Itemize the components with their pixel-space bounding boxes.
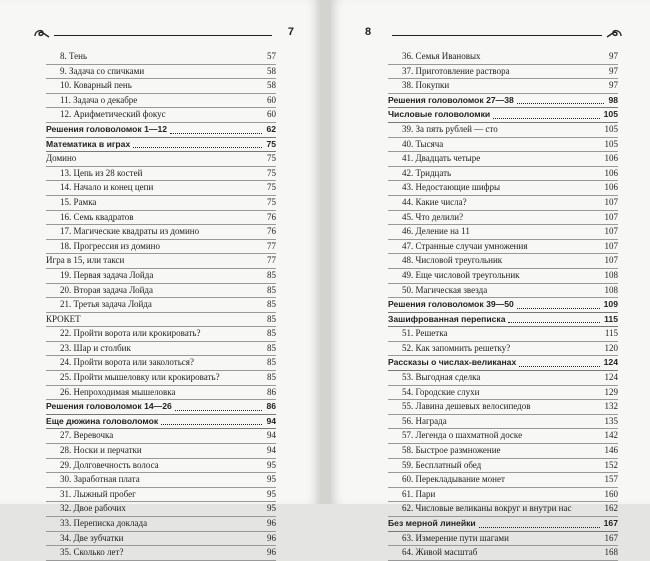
toc-entry-page: 95 — [267, 503, 276, 514]
toc-entry-title: 36. Семья Ивановых — [402, 51, 481, 61]
toc-entry-page: 96 — [267, 518, 276, 528]
toc-entry-page: 106 — [604, 153, 618, 164]
toc-entry-page: 157 — [604, 474, 618, 485]
curl-ornament-icon — [34, 27, 50, 39]
toc-entry-page: 94 — [267, 445, 276, 456]
toc-entry-title: 26. Непроходимая мышеловка — [60, 386, 176, 397]
toc-leader — [519, 366, 599, 367]
toc-entry — [388, 327, 618, 342]
toc-entry-page: 85 — [267, 313, 276, 324]
toc-entry-page: 85 — [267, 328, 276, 339]
toc-entry-page: 96 — [267, 547, 276, 558]
toc-entry-title: 45. Что делили? — [402, 211, 464, 222]
toc-entry-page: 77 — [267, 255, 276, 266]
toc-entry-page: 162 — [604, 503, 618, 514]
toc-entry-title: 10. Коварный пень — [60, 80, 132, 91]
toc-section-heading — [388, 517, 618, 532]
toc-entry-title: Числовые головоломки — [388, 109, 491, 120]
toc-entry — [46, 342, 276, 357]
toc-entry — [46, 517, 276, 532]
toc-entry-page: 95 — [267, 488, 276, 499]
toc-entry-title: Решения головоломок 39—50 — [388, 299, 514, 310]
toc-entry-page: 124 — [603, 357, 618, 368]
toc-entry — [388, 181, 618, 196]
toc-entry — [46, 240, 276, 255]
toc-entry-title: 19. Первая задача Лойда — [60, 269, 154, 280]
toc-entry-title: Еще дюжина головоломок — [46, 415, 159, 426]
toc-entry — [388, 459, 618, 474]
toc-leader — [170, 133, 262, 134]
toc-entry-title: 51. Решетка — [402, 328, 448, 339]
toc-entry — [388, 240, 618, 255]
toc-entry — [46, 313, 276, 328]
toc-entry-title: 18. Прогрессия из домино — [60, 240, 160, 251]
toc-entry-title: Домино — [46, 153, 77, 164]
toc-entry — [46, 502, 276, 517]
toc-entry — [388, 429, 618, 444]
toc-entry — [388, 123, 618, 138]
toc-entry-page: 76 — [267, 211, 276, 222]
toc-entry-page: 94 — [266, 415, 276, 426]
toc-entry-page: 86 — [267, 386, 276, 397]
toc-entry-page: 152 — [604, 459, 618, 470]
toc-entry-title: 59. Бесплатный обед — [402, 459, 482, 470]
toc-entry-title: 25. Пройти мышеловку или крокировать? — [60, 372, 220, 383]
toc-entry-title: 28. Носки и перчатки — [60, 445, 142, 456]
toc-entry-title: 42. Тридцать — [402, 167, 452, 178]
toc-entry-title: 39. За пять рублей — сто — [402, 123, 498, 134]
toc-leader — [479, 527, 600, 528]
toc-entry-title: 58. Быстрое размножение — [402, 445, 501, 456]
toc-entry-title: 32. Двое рабочих — [60, 503, 126, 514]
toc-entry-title: 47. Странные случаи умножения — [402, 240, 528, 251]
toc-entry — [388, 196, 618, 211]
toc-entry — [388, 546, 618, 561]
toc-entry-title: 46. Деление на 11 — [402, 226, 470, 237]
toc-entry — [46, 356, 276, 371]
toc-entry-title: 43. Недостающие шифры — [402, 182, 501, 193]
toc-entry-page: 58 — [267, 65, 276, 76]
toc-entry-title: 24. Пройти ворота или заколоться? — [60, 357, 194, 368]
toc-section-heading — [46, 415, 276, 430]
toc-entry-page: 129 — [604, 386, 618, 397]
toc-entry-title: 33. Переписка доклада — [60, 518, 148, 528]
toc-section-heading — [46, 123, 276, 138]
toc-entry — [46, 371, 276, 386]
toc-entry-title: 27. Веревочка — [60, 430, 114, 441]
toc-entry-title: 55. Лавина дешевых велосипедов — [402, 401, 531, 412]
toc-entry-title: 37. Приготовление раствора — [402, 65, 510, 76]
toc-entry-page: 115 — [604, 328, 618, 339]
toc-entry-title: 54. Городские слухи — [402, 386, 480, 397]
toc-entry-page: 75 — [267, 153, 276, 164]
toc-entry — [46, 298, 276, 313]
toc-entry-title: Математика в играх — [46, 138, 131, 149]
toc-entry — [388, 152, 618, 167]
toc-entry-page: 85 — [267, 357, 276, 368]
toc-entry-page: 106 — [604, 167, 618, 178]
toc-entry — [388, 415, 618, 430]
toc-entry-page: 85 — [267, 269, 276, 280]
toc-entry — [388, 167, 618, 182]
toc-entry-page: 120 — [604, 342, 618, 353]
toc-entry-page: 167 — [603, 518, 618, 528]
toc-entry-title: 61. Пари — [402, 488, 436, 499]
toc-entry — [46, 386, 276, 401]
header-rule — [392, 35, 602, 36]
toc-entry-title: 53. Выгодная сделка — [402, 372, 481, 383]
toc-entry-page: 75 — [266, 138, 276, 149]
toc-section-heading — [388, 313, 618, 328]
toc-entry-title: 40. Тысяча — [402, 138, 444, 149]
toc-entry-page: 76 — [267, 226, 276, 237]
toc-entry — [46, 181, 276, 196]
toc-entry-title: Рассказы о числах-великанах — [388, 357, 517, 368]
toc-section-heading — [388, 356, 618, 371]
toc-entry-title: Зашифрованная переписка — [388, 313, 506, 324]
toc-entry-title: 60. Перекладывание монет — [402, 474, 505, 485]
toc-entry-page: 107 — [604, 240, 618, 251]
page-number: 7 — [287, 26, 294, 38]
toc-entry-title: 34. Две зубчатки — [60, 532, 124, 543]
toc-entry — [46, 50, 276, 65]
left-page — [0, 0, 320, 558]
toc-entry-title: 44. Какие числа? — [402, 196, 467, 207]
toc-entry — [46, 327, 276, 342]
page-number: 8 — [365, 26, 372, 38]
toc-entry — [388, 211, 618, 226]
toc-entry-page: 75 — [267, 167, 276, 178]
toc-entry-page: 105 — [604, 123, 618, 134]
toc-leader — [161, 424, 262, 425]
toc-entry-title: Без мерной линейки — [388, 518, 476, 528]
toc-entry-title: 13. Цепь из 28 костей — [60, 167, 143, 178]
toc-entry-page: 105 — [604, 138, 618, 149]
toc-entry — [388, 342, 618, 357]
toc-entry — [388, 371, 618, 386]
toc-entry — [388, 532, 618, 547]
toc-entry-page: 97 — [609, 80, 618, 91]
toc-entry — [388, 269, 618, 284]
toc-entry-title: 23. Шар и столбик — [60, 342, 131, 353]
toc-entry-title: 21. Третья задача Лойда — [60, 299, 152, 310]
toc-entry-page: 75 — [267, 196, 276, 207]
toc-entry-page: 94 — [267, 430, 276, 441]
toc-entry-page: 167 — [604, 532, 618, 543]
toc-entry-title: 38. Покупки — [402, 80, 450, 91]
toc-leader — [517, 103, 605, 104]
toc-entry-page: 107 — [604, 226, 618, 237]
toc-entry — [388, 79, 618, 94]
toc-entry-title: 14. Начало и конец цепи — [60, 182, 154, 193]
toc-entry-title: 50. Магическая звезда — [402, 284, 488, 295]
toc-list — [46, 50, 276, 561]
toc-entry-title: 8. Тень — [60, 51, 88, 61]
toc-entry-title: 30. Заработная плата — [60, 474, 140, 485]
toc-entry-page: 107 — [604, 255, 618, 266]
toc-entry — [46, 429, 276, 444]
toc-entry — [46, 488, 276, 503]
toc-entry — [46, 546, 276, 561]
toc-entry-title: 22. Пройти ворота или крокировать? — [60, 328, 201, 339]
toc-entry-title: 12. Арифметический фокус — [60, 109, 166, 120]
toc-entry-page: 160 — [604, 488, 618, 499]
toc-entry — [46, 254, 276, 269]
toc-entry — [388, 254, 618, 269]
toc-leader — [508, 322, 600, 323]
toc-entry-page: 86 — [266, 401, 276, 412]
toc-entry — [46, 225, 276, 240]
toc-entry — [46, 211, 276, 226]
toc-entry-page: 124 — [604, 372, 618, 383]
toc-entry-page: 115 — [604, 313, 618, 324]
page-header — [34, 26, 294, 42]
right-page — [330, 0, 650, 558]
toc-entry — [46, 79, 276, 94]
toc-entry-page: 75 — [267, 182, 276, 193]
toc-list — [388, 50, 618, 561]
toc-entry — [388, 400, 618, 415]
toc-entry-title: 15. Рамка — [60, 196, 97, 207]
toc-leader — [517, 308, 600, 309]
toc-entry — [46, 532, 276, 547]
page-header — [360, 26, 622, 42]
toc-entry — [388, 284, 618, 299]
toc-leader — [133, 147, 262, 148]
toc-entry — [46, 459, 276, 474]
toc-entry — [388, 225, 618, 240]
toc-section-heading — [46, 400, 276, 415]
toc-entry-page: 168 — [604, 547, 618, 558]
toc-entry-page: 106 — [604, 182, 618, 193]
toc-entry-title: 35. Сколько лет? — [60, 547, 124, 558]
toc-entry-page: 85 — [267, 284, 276, 295]
toc-entry-page: 135 — [604, 415, 618, 426]
toc-entry — [388, 502, 618, 517]
toc-entry-title: Игра в 15, или такси — [46, 255, 125, 266]
toc-entry — [46, 284, 276, 299]
toc-entry — [46, 473, 276, 488]
toc-entry-page: 109 — [603, 299, 618, 310]
toc-entry — [388, 444, 618, 459]
toc-entry-page: 132 — [604, 401, 618, 412]
toc-entry — [388, 386, 618, 401]
toc-entry-title: 62. Числовые великаны вокруг и внутри нас — [402, 503, 572, 514]
toc-entry-page: 105 — [603, 109, 618, 120]
toc-entry-title: 49. Еще числовой треугольник — [402, 269, 520, 280]
toc-entry — [388, 473, 618, 488]
toc-entry-page: 85 — [267, 299, 276, 310]
toc-entry-page: 85 — [267, 372, 276, 383]
toc-entry-title: 63. Измерение пути шагами — [402, 532, 509, 543]
toc-entry — [388, 50, 618, 65]
toc-entry-page: 58 — [267, 80, 276, 91]
toc-entry-title: 52. Как запомнить решетку? — [402, 342, 511, 353]
toc-entry-title: 41. Двадцать четыре — [402, 153, 481, 164]
toc-entry-page: 97 — [609, 65, 618, 76]
toc-entry — [388, 488, 618, 503]
toc-entry-title: КРОКЕТ — [46, 313, 81, 324]
header-rule — [54, 35, 272, 36]
toc-section-heading — [388, 94, 618, 109]
toc-section-heading — [388, 298, 618, 313]
book-gutter — [320, 0, 330, 504]
toc-entry — [46, 196, 276, 211]
toc-entry-title: Решения головоломок 27—38 — [388, 94, 514, 105]
toc-entry-title: 29. Долговечность волоса — [60, 459, 159, 470]
toc-entry-title: 17. Магические квадраты из домино — [60, 226, 200, 237]
toc-entry-title: 56. Награда — [402, 415, 447, 426]
toc-section-heading — [46, 138, 276, 153]
toc-entry-page: 108 — [604, 284, 618, 295]
toc-entry — [46, 152, 276, 167]
toc-leader — [175, 410, 263, 411]
curl-ornament-icon — [606, 27, 622, 39]
toc-entry-page: 85 — [267, 342, 276, 353]
toc-entry — [46, 269, 276, 284]
toc-entry-title: Решения головоломок 14—26 — [46, 401, 172, 412]
toc-entry — [46, 108, 276, 123]
toc-entry-title: 48. Числовой треугольник — [402, 255, 503, 266]
toc-entry-page: 146 — [604, 445, 618, 456]
toc-entry-page: 108 — [604, 269, 618, 280]
toc-entry — [388, 138, 618, 153]
toc-entry-page: 107 — [604, 196, 618, 207]
toc-entry — [46, 167, 276, 182]
toc-entry-title: 9. Задача со спичками — [60, 65, 145, 76]
toc-entry-title: 57. Легенда о шахматной доске — [402, 430, 523, 441]
toc-entry-page: 96 — [267, 532, 276, 543]
toc-entry-page: 142 — [604, 430, 618, 441]
toc-entry-title: 31. Лыжный пробег — [60, 488, 136, 499]
toc-entry-page: 95 — [267, 459, 276, 470]
toc-entry-page: 60 — [267, 109, 276, 120]
toc-entry — [388, 65, 618, 80]
toc-entry-title: 16. Семь квадратов — [60, 211, 134, 222]
toc-entry-page: 62 — [266, 123, 276, 134]
toc-entry-page: 60 — [267, 94, 276, 105]
toc-entry-title: 20. Вторая задача Лойда — [60, 284, 154, 295]
toc-entry-title: Решения головоломок 1—12 — [46, 123, 168, 134]
toc-entry — [46, 65, 276, 80]
toc-entry-page: 97 — [609, 51, 618, 61]
toc-entry-title: 64. Живой масштаб — [402, 547, 478, 558]
toc-entry-page: 77 — [267, 240, 276, 251]
toc-entry — [46, 94, 276, 109]
toc-entry-page: 57 — [267, 51, 276, 61]
toc-entry — [46, 444, 276, 459]
toc-leader — [493, 118, 599, 119]
toc-section-heading — [388, 108, 618, 123]
toc-entry-page: 95 — [267, 474, 276, 485]
toc-entry-page: 98 — [608, 94, 618, 105]
toc-entry-page: 107 — [604, 211, 618, 222]
toc-entry-title: 11. Задача о декабре — [60, 94, 138, 105]
